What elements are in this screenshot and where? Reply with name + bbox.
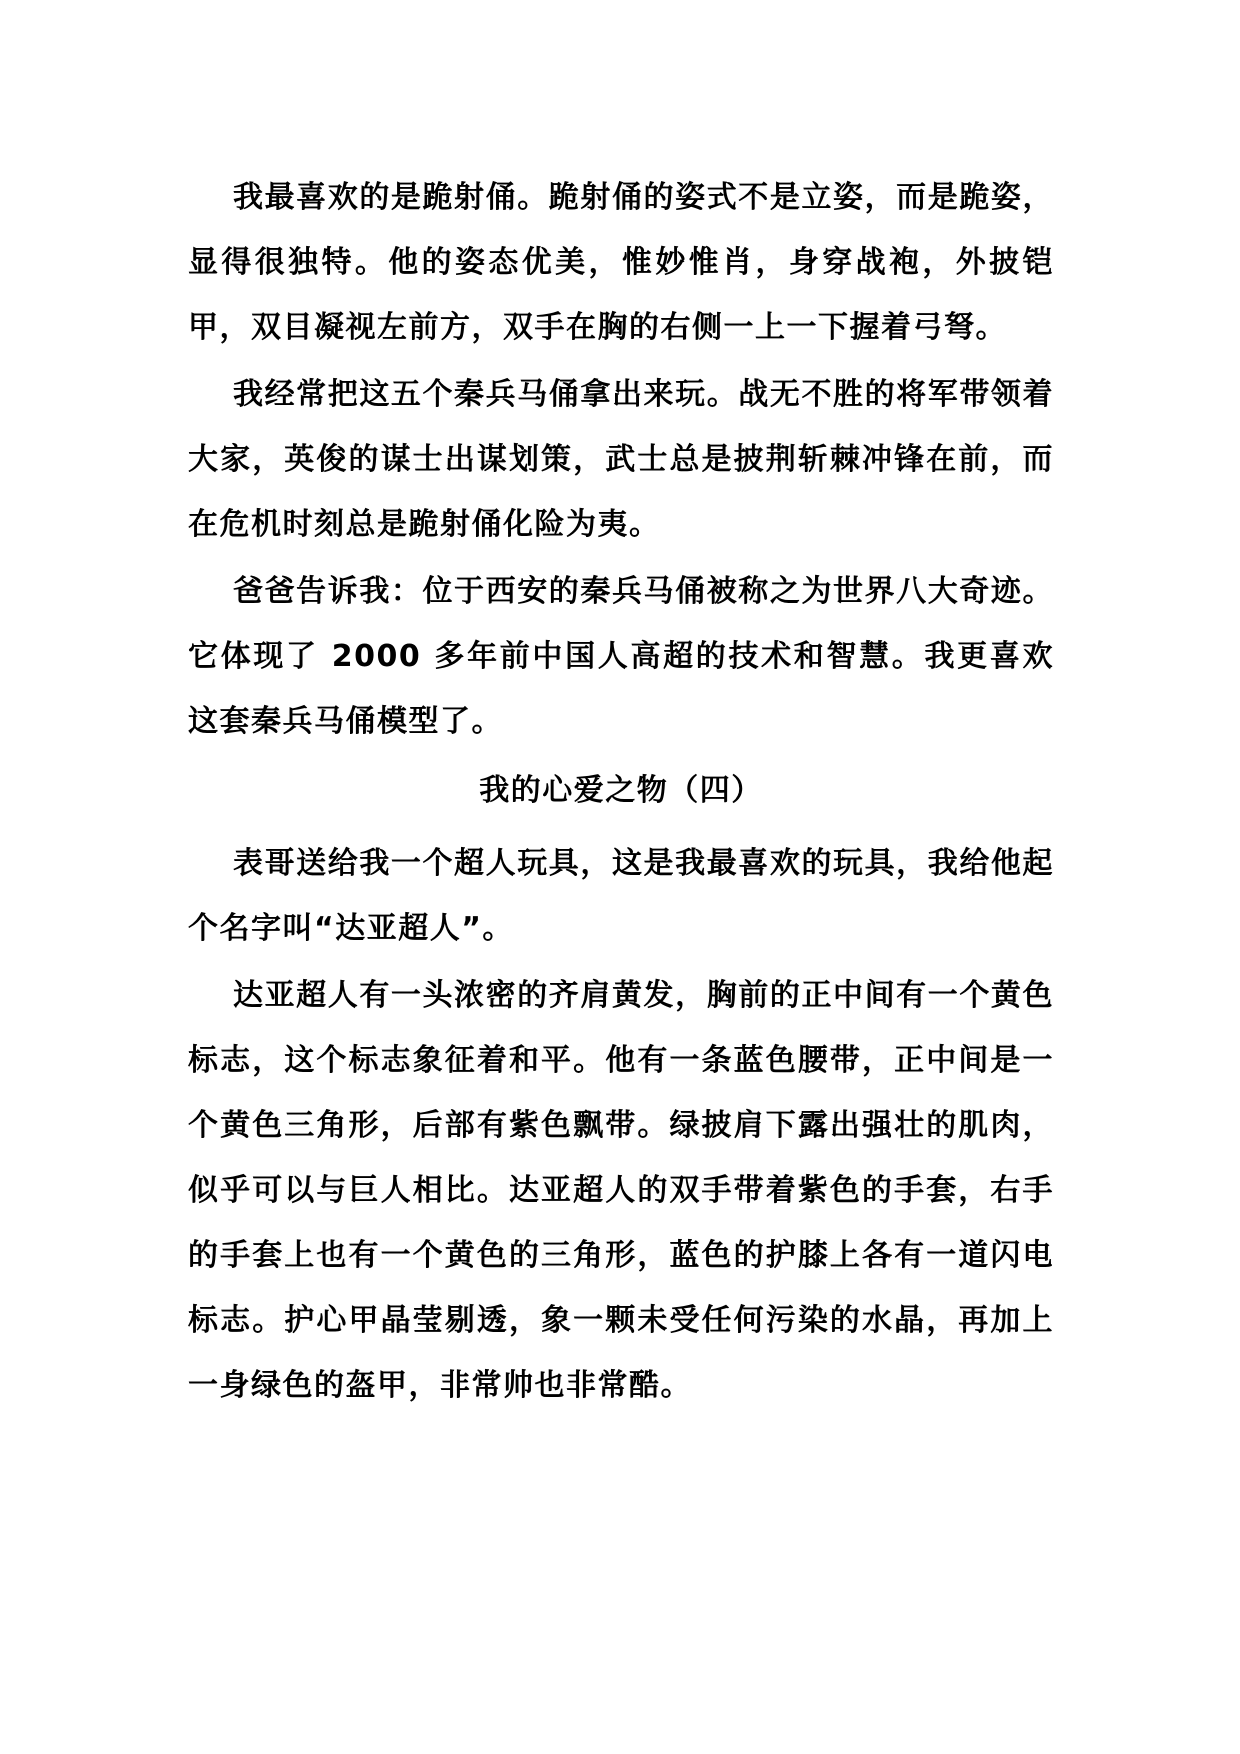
section-title: 我的心爱之物（四） (479, 773, 763, 808)
paragraph-terracotta-wonder: 爸爸告诉我：位于西安的秦兵马俑被称之为世界八大奇迹。它体现了 2000 多年前中国人高超的技术和智慧。我更喜欢这套秦兵马俑模型了。 (188, 574, 1054, 739)
document-body (188, 165, 1054, 1418)
paragraph-kneeling-archer: 我最喜欢的是跪射俑。跪射俑的姿式不是立姿，而是跪姿，显得很独特。他的姿态优美，惟妙惟肖，身穿战袍，外披铠甲，双目凝视左前方，双手在胸的右侧一上一下握着弓弩。 (188, 180, 1054, 345)
paragraph-superman-gift: 表哥送给我一个超人玩具，这是我最喜欢的玩具，我给他起个名字叫“达亚超人”。 (188, 846, 1054, 946)
paragraph-superman-description: 达亚超人有一头浓密的齐肩黄发，胸前的正中间有一个黄色标志，这个标志象征着和平。他有一条蓝色腰带，正中间是一个黄色三角形，后部有紫色飘带。绿披肩下露出强壮的肌肉，似乎可以与巨人相比。达亚超人的双手带着紫色的手套，右手的手套上也有一个黄色的三角形，蓝色的护膝上各有一道闪电标志。护心甲晶莹剔透，象一颗未受任何污染的水晶，再加上一身绿色的盔甲，非常帅也非常酷。 (188, 978, 1054, 1403)
paragraph-playing-figures: 我经常把这五个秦兵马俑拿出来玩。战无不胜的将军带领着大家，英俊的谋士出谋划策，武士总是披荆斩棘冲锋在前，而在危机时刻总是跪射俑化险为夷。 (188, 377, 1054, 542)
section-title-wrap (188, 758, 1054, 823)
